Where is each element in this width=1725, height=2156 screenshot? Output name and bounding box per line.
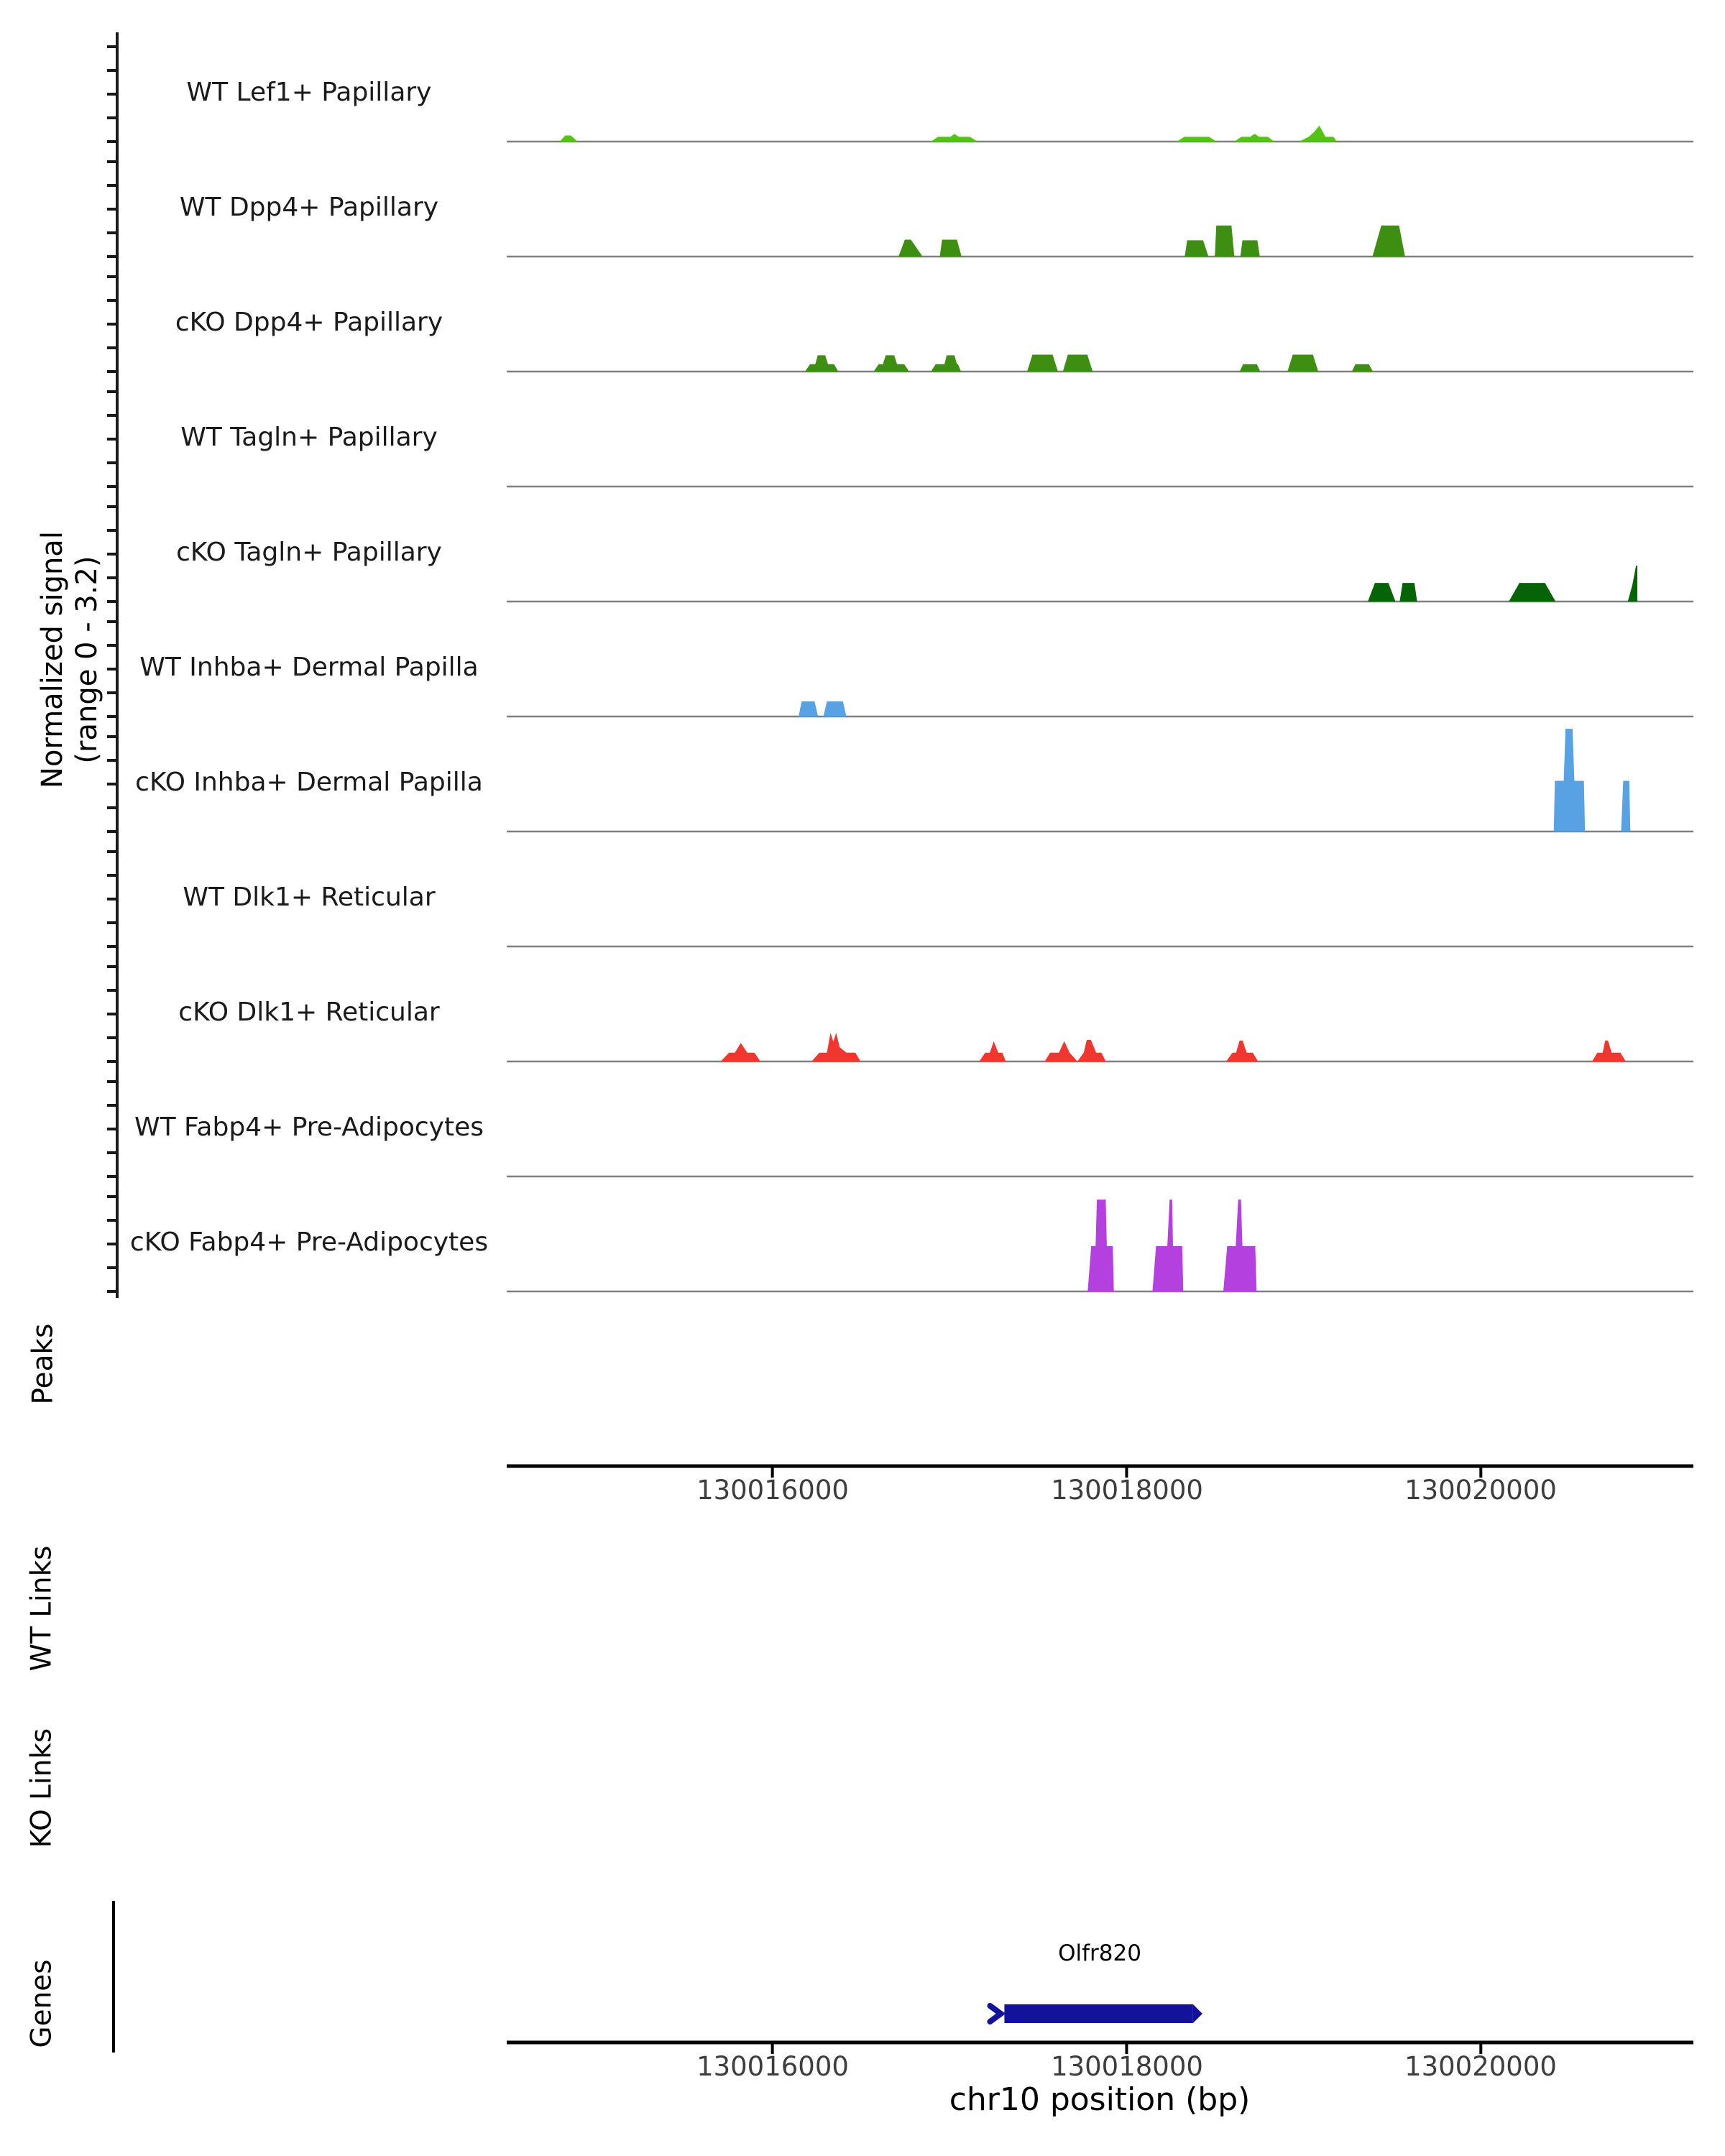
signal-peak-wt-dpp4-papillary [940,240,962,257]
signal-peak-cko-tagln-papillary [1368,583,1395,602]
gene-label-olfr820: Olfr820 [1058,1940,1141,1966]
track-label-cko-dpp4-papillary: cKO Dpp4+ Papillary [175,308,443,337]
signal-peak-cko-dpp4-papillary [805,355,838,372]
y-axis-label-line1: Normalized signal [36,531,69,788]
signal-peak-cko-fabp4-pre-adipocytes [1223,1199,1256,1291]
peaks-axis-tick-130018000: 130018000 [1051,1475,1203,1506]
track-label-wt-dpp4-papillary: WT Dpp4+ Papillary [179,193,439,222]
signal-peak-wt-dpp4-papillary [1184,240,1208,257]
x-axis-title: chr10 position (bp) [949,2081,1251,2118]
signal-peak-cko-dpp4-papillary [931,355,961,372]
signal-peak-cko-dlk1-reticular [811,1033,860,1061]
signal-peak-wt-lef1-papillary [1300,126,1337,142]
signal-peak-cko-fabp4-pre-adipocytes [1152,1199,1183,1291]
signal-peak-wt-dpp4-papillary [1373,226,1405,257]
peaks-axis-tick-130016000: 130016000 [696,1475,849,1506]
signal-peak-wt-dpp4-papillary [1241,240,1260,257]
track-label-cko-tagln-papillary: cKO Tagln+ Papillary [176,538,442,567]
signal-peak-wt-lef1-papillary [1177,137,1217,142]
signal-peak-wt-inhba-dermal-papilla [799,701,818,717]
section-label-genes: Genes [25,1959,58,2048]
signal-peak-cko-dlk1-reticular [979,1041,1006,1061]
y-axis-label-line2: (range 0 - 3.2) [70,556,104,764]
signal-peak-cko-dlk1-reticular [1226,1041,1258,1061]
signal-peak-cko-fabp4-pre-adipocytes [1087,1199,1113,1291]
signal-peak-wt-lef1-papillary [560,136,578,142]
track-label-wt-tagln-papillary: WT Tagln+ Papillary [180,423,438,452]
section-label-peaks: Peaks [27,1323,60,1405]
y-axis-label [35,531,104,788]
signal-peak-cko-dlk1-reticular [1592,1041,1626,1061]
track-label-wt-inhba-dermal-papilla: WT Inhba+ Dermal Papilla [139,653,479,682]
section-label-ko-links: KO Links [25,1728,58,1848]
signal-peak-cko-dlk1-reticular [1077,1040,1105,1061]
track-label-wt-lef1-papillary: WT Lef1+ Papillary [186,78,432,107]
track-label-wt-dlk1-reticular: WT Dlk1+ Reticular [183,883,436,912]
signal-peak-cko-dpp4-papillary [1027,355,1058,372]
genome-axis-tick-130016000: 130016000 [696,2051,849,2082]
signal-peak-wt-lef1-papillary [931,134,978,142]
signal-peak-wt-dpp4-papillary [1215,226,1234,257]
signal-peak-cko-dpp4-papillary [1240,364,1261,372]
track-label-wt-fabp4-pre-adipocytes: WT Fabp4+ Pre-Adipocytes [134,1112,484,1142]
signal-peak-cko-tagln-papillary [1628,566,1637,602]
signal-peak-cko-dpp4-papillary [874,355,909,372]
signal-peak-wt-dpp4-papillary [898,240,923,257]
section-label-wt-links: WT Links [25,1545,58,1672]
gene-strand-chevron [990,2006,1000,2022]
track-label-cko-inhba-dermal-papilla: cKO Inhba+ Dermal Papilla [135,768,483,797]
peaks-axis-tick-130020000: 130020000 [1404,1475,1557,1506]
signal-peak-cko-dlk1-reticular [1045,1041,1077,1061]
signal-peak-cko-inhba-dermal-papilla [1622,781,1631,832]
gene-arrow-tip [1193,2004,1202,2023]
signal-peak-cko-dpp4-papillary [1352,364,1373,372]
track-label-cko-dlk1-reticular: cKO Dlk1+ Reticular [178,998,440,1027]
gene-body [1004,2004,1192,2023]
signal-peak-cko-tagln-papillary [1509,583,1555,602]
signal-peak-cko-dpp4-papillary [1063,355,1092,372]
signal-peak-cko-dlk1-reticular [721,1043,760,1061]
signal-peak-cko-inhba-dermal-papilla [1554,729,1585,831]
signal-peak-cko-tagln-papillary [1399,583,1417,602]
signal-peak-cko-dpp4-papillary [1287,355,1318,372]
genome-axis-tick-130020000: 130020000 [1404,2051,1557,2082]
signal-peak-wt-lef1-papillary [1234,134,1274,142]
signal-peak-wt-inhba-dermal-papilla [824,701,847,717]
genome-axis-tick-130018000: 130018000 [1051,2051,1203,2082]
track-label-cko-fabp4-pre-adipocytes: cKO Fabp4+ Pre-Adipocytes [129,1227,489,1257]
